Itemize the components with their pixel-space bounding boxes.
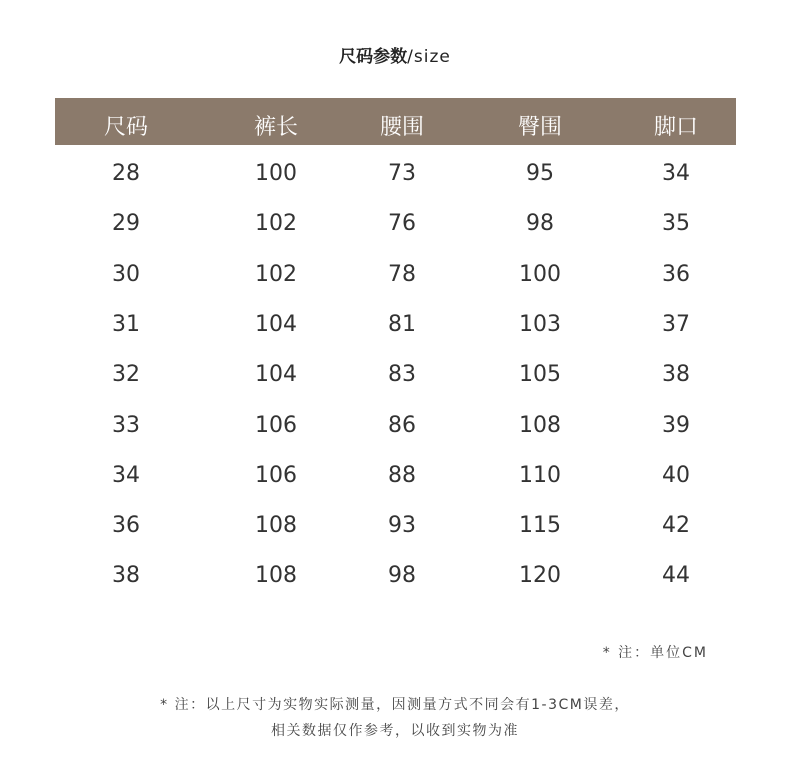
table-cell: 28 xyxy=(112,161,140,186)
table-cell: 86 xyxy=(388,413,416,438)
table-cell: 108 xyxy=(255,563,297,588)
table-cell: 35 xyxy=(662,211,690,236)
table-cell: 81 xyxy=(388,312,416,337)
table-cell: 102 xyxy=(255,262,297,287)
table-cell: 102 xyxy=(255,211,297,236)
header-waist: 腰围 xyxy=(379,115,424,140)
table-cell: 34 xyxy=(662,161,690,186)
table-cell: 100 xyxy=(255,161,297,186)
table-cell: 78 xyxy=(388,262,416,287)
table-cell: 33 xyxy=(112,413,140,438)
title-cn: 尺码参数 xyxy=(339,47,408,67)
header-hem: 脚口 xyxy=(653,115,698,140)
table-cell: 104 xyxy=(255,362,297,387)
title-en: /size xyxy=(407,47,451,67)
table-cell: 103 xyxy=(519,312,561,337)
table-cell: 83 xyxy=(388,362,416,387)
table-cell: 42 xyxy=(662,513,690,538)
table-cell: 31 xyxy=(112,312,140,337)
table-cell: 36 xyxy=(112,513,140,538)
table-cell: 115 xyxy=(519,513,561,538)
table-cell: 44 xyxy=(662,563,690,588)
table-cell: 76 xyxy=(388,211,416,236)
disclaimer-line-2: 相关数据仅作参考，以收到实物为准 xyxy=(271,723,519,739)
table-cell: 37 xyxy=(662,312,690,337)
header-hip: 臀围 xyxy=(517,115,562,140)
table-cell: 34 xyxy=(112,463,140,488)
table-cell: 108 xyxy=(519,413,561,438)
unit-note: * 注：单位CM xyxy=(602,645,708,661)
table-cell: 93 xyxy=(388,513,416,538)
header-size: 尺码 xyxy=(103,115,148,140)
disclaimer-line-1: * 注：以上尺寸为实物实际测量，因测量方式不同会有1-3CM误差， xyxy=(160,697,630,713)
table-cell: 38 xyxy=(662,362,690,387)
header-length: 裤长 xyxy=(253,115,298,140)
table-cell: 30 xyxy=(112,262,140,287)
table-cell: 36 xyxy=(662,262,690,287)
table-cell: 104 xyxy=(255,312,297,337)
page-title xyxy=(0,42,790,67)
table-cell: 100 xyxy=(519,262,561,287)
table-cell: 106 xyxy=(255,413,297,438)
table-cell: 38 xyxy=(112,563,140,588)
table-cell: 88 xyxy=(388,463,416,488)
table-cell: 120 xyxy=(519,563,561,588)
table-cell: 98 xyxy=(388,563,416,588)
table-cell: 110 xyxy=(519,463,561,488)
table-cell: 39 xyxy=(662,413,690,438)
table-cell: 40 xyxy=(662,463,690,488)
disclaimer-note xyxy=(0,692,790,744)
table-cell: 29 xyxy=(112,211,140,236)
table-cell: 106 xyxy=(255,463,297,488)
table-cell: 73 xyxy=(388,161,416,186)
table-cell: 32 xyxy=(112,362,140,387)
table-cell: 108 xyxy=(255,513,297,538)
table-cell: 105 xyxy=(519,362,561,387)
table-cell: 98 xyxy=(526,211,554,236)
table-cell: 95 xyxy=(526,161,554,186)
